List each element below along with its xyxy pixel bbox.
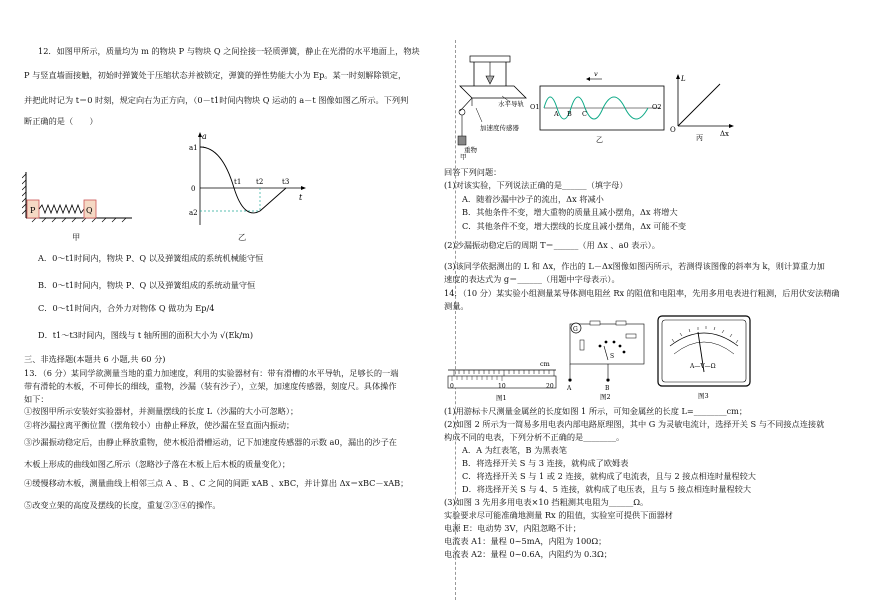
fig-yi-label-2: 乙	[596, 136, 603, 144]
q13-line2: 带有滑轮的木板，不可伸长的细线，重物，沙漏（装有沙子），立架，加速度传感器，刻度尺。具体操作	[24, 381, 397, 391]
q13-sub1-c: C．其他条件不变，增大摆线的长度且减小摆角，Δx 可能不变	[462, 221, 687, 231]
q12-option-a: A．0～t1时间内，物块 P、Q 以及弹簧组成的系统机械能守恒	[38, 253, 264, 263]
q13-step2: ②将沙漏拉离平衡位置（摆角较小）由静止释放，使沙漏在竖直面内振动；	[24, 420, 295, 430]
a-t-curve	[200, 147, 260, 213]
tick-0: 0	[450, 383, 454, 390]
point-a-label: A	[554, 110, 559, 118]
origin-label: 0	[191, 185, 196, 193]
o1-label: O1	[530, 103, 540, 111]
t2-label: t2	[256, 178, 264, 186]
q13-sub1: (1)对该实验，下列说法正确的是______（填字母）	[444, 180, 628, 190]
q13-sub1-a: A．随着沙漏中沙子的流出，Δx 将减小	[462, 194, 604, 204]
weight-block	[458, 136, 466, 145]
fig-bing-label: 丙	[696, 134, 703, 142]
tick-20: 20	[546, 383, 554, 390]
q12-line2: P 与竖直墙面接触，初始时弹簧处于压缩状态并被锁定，弹簧的弹性势能大小为 Ep。某一时刻解除锁定，	[24, 70, 407, 80]
fig-yi-label: 乙	[238, 232, 247, 242]
q12-line3: 并把此时记为 t＝0 时刻，规定向右为正方向，（0－t1时间内物块 Q 运动的 a－t 图像如图乙所示。下列判	[24, 95, 409, 105]
fig1-label: 图1	[496, 394, 507, 402]
figure-apparatus	[452, 46, 542, 160]
figure-spring-blocks	[22, 170, 142, 230]
q14-line2: 测量。	[444, 301, 469, 311]
q14-equipment-e: 电源 E：电动势 3V，内阻忽略不计；	[444, 523, 581, 533]
block-q-label: Q	[86, 206, 93, 215]
fig3-label: 图3	[698, 392, 709, 400]
q13-step4: ④缓慢移动木板，测量曲线上相邻三点 A 、B 、C 之间的间距 xAB 、xBC，并计算出 Δx＝xBC－xAB；	[24, 478, 409, 488]
q12-option-c: C．0～t1时间内，合外力对物体 Q 做功为 Ep/4	[38, 303, 215, 313]
t-axis-label: t	[299, 193, 303, 202]
a-axis-label: a	[202, 132, 207, 141]
q13-sub3b: 速度的表达式为 g＝______（用题中字母表示）。	[444, 274, 620, 284]
a2-label: a2	[189, 209, 198, 217]
q12-option-d: D．t1～t3时间内，图线与 t 轴所围的面积大小为 √(Ek/m)	[38, 330, 254, 340]
section-3-heading: 三、非选择题(本题共 6 小题,共 60 分)	[24, 354, 166, 364]
cm-label: cm	[540, 360, 550, 368]
l-dx-line	[678, 84, 720, 126]
a1-label: a1	[189, 144, 198, 152]
figure-multimeter-dial	[654, 312, 756, 404]
rail-label: 水平导轨	[498, 100, 524, 108]
s-label: S	[610, 353, 615, 360]
o2-label: O2	[652, 103, 662, 111]
fig-jia-label: 甲	[72, 232, 81, 242]
tick-10: 10	[498, 383, 506, 390]
q12-option-b: B．0～t1时间内，物块 P、Q 以及弹簧组成的系统动量守恒	[38, 280, 256, 290]
q14-option-c: C．将选择开关 S 与 1 或 2 连接，就构成了电流表，且与 2 接点相连时量程较大	[462, 471, 756, 481]
q13-answer-intro: 回答下列问题：	[444, 167, 502, 177]
q14-sub2b: 构成不同的电表，下列分析不正确的是________。	[444, 432, 625, 442]
q14-option-d: D．将选择开关 S 与 4、5 连接，就构成了电压表，且与 5 接点相连时量程较大	[462, 484, 752, 494]
q13-step1: ①按图甲所示安装好实验器材，并测量摆线的长度 L（沙漏的大小可忽略）；	[24, 406, 299, 416]
q13-line1: 13．（6 分）某同学欲测量当地的重力加速度，利用的实验器材有：带有滑槽的水平导轨，足够长的一端	[24, 368, 399, 378]
figure-sand-trace	[530, 66, 670, 146]
point-c-label: C	[582, 110, 587, 118]
origin-o-label: O	[670, 126, 676, 134]
q13-sub3a: (3)该同学依据测出的 L 和 Δx，作出的 L－Δx图像如图丙所示，若测得该图像的斜率为 k，则计算重力加	[444, 261, 825, 271]
figure-l-dx-graph	[668, 72, 738, 142]
fig-jia-label-2: 甲	[460, 153, 467, 160]
g-label: G	[573, 326, 578, 333]
terminal-b-label: B	[605, 385, 610, 392]
meter-label: A—V—Ω	[690, 363, 716, 370]
l-axis-label: L	[681, 75, 686, 83]
sand-funnel	[486, 76, 494, 84]
fig2-label: 图2	[600, 393, 611, 400]
q14-sub2a: (2)如图 2 所示为一简易多用电表内部电路原理图，其中 G 为灵敏电流计，选择开关 S 与不同接点连接就	[444, 419, 825, 429]
figure-multimeter-circuit	[560, 316, 652, 400]
q13-sub1-b: B．其他条件不变，增大重物的质量且减小摆角，Δx 将增大	[462, 207, 678, 217]
spring	[39, 205, 84, 213]
t3-label: t3	[282, 178, 290, 186]
q14-sub1: (1)用游标卡尺测量金属丝的长度如图 1 所示，可知金属丝的长度 L=________cm；	[444, 406, 748, 416]
q12-line4: 断正确的是（ ）	[24, 116, 98, 126]
q13-step3b: 木板上形成的曲线如图乙所示（忽略沙子落在木板上后木板的质量变化）；	[24, 459, 291, 469]
figure-vernier-caliper	[444, 356, 562, 404]
block-p-label: P	[30, 206, 36, 215]
q14-equipment-a2: 电流表 A2：量程 0~0.6A，内阻约为 0.3Ω；	[444, 549, 612, 559]
q13-step3a: ③沙漏振动稳定后，由静止释放重物，使木板沿滑槽运动，记下加速度传感器的示数 a0，漏出的沙子在	[24, 437, 397, 447]
q13-sub2: (2)沙漏振动稳定后的周期 T＝______（用 Δx 、a0 表示）。	[444, 240, 660, 250]
board	[460, 86, 526, 98]
q14-equipment-a1: 电流表 A1：量程 0~5mA，内阻为 100Ω；	[444, 536, 607, 546]
terminal-a-label: A	[567, 385, 572, 392]
sensor-label: 加速度传感器	[480, 124, 519, 132]
q14-option-a: A．A 为红表笔，B 为黑表笔	[462, 445, 567, 455]
q13-step5: ⑤改变立架的高度及摆线的长度，重复②③④的操作。	[24, 500, 221, 510]
q14-option-b: B．将选择开关 S 与 3 连接，就构成了欧姆表	[462, 458, 629, 468]
q12-line1: 12．如图甲所示，质量均为 m 的物块 P 与物块 Q 之间拴接一轻质弹簧，静止在光滑的水平地面上，物块	[38, 46, 420, 56]
q13-line3: 如下：	[24, 394, 49, 404]
dx-axis-label: Δx	[720, 130, 730, 138]
weight-label: 重物	[464, 146, 477, 154]
q14-line1: 14．（10 分）某实验小组测量某导体测电阻丝 Rx 的阻值和电阻率，先用多用电表进行粗测，后用伏安法精确	[444, 288, 840, 298]
t1-label: t1	[234, 178, 242, 186]
velocity-label: v	[594, 70, 598, 78]
q14-sub3: (3)如图 3 先用多用电表×10 挡粗测其电阻为______Ω。	[444, 497, 649, 507]
point-b-label: B	[567, 110, 572, 118]
q14-sub3b: 实验要求尽可能准确地测量 Rx 的阻值，实验室可提供下面器材	[444, 510, 673, 520]
figure-a-t-graph	[182, 130, 312, 230]
